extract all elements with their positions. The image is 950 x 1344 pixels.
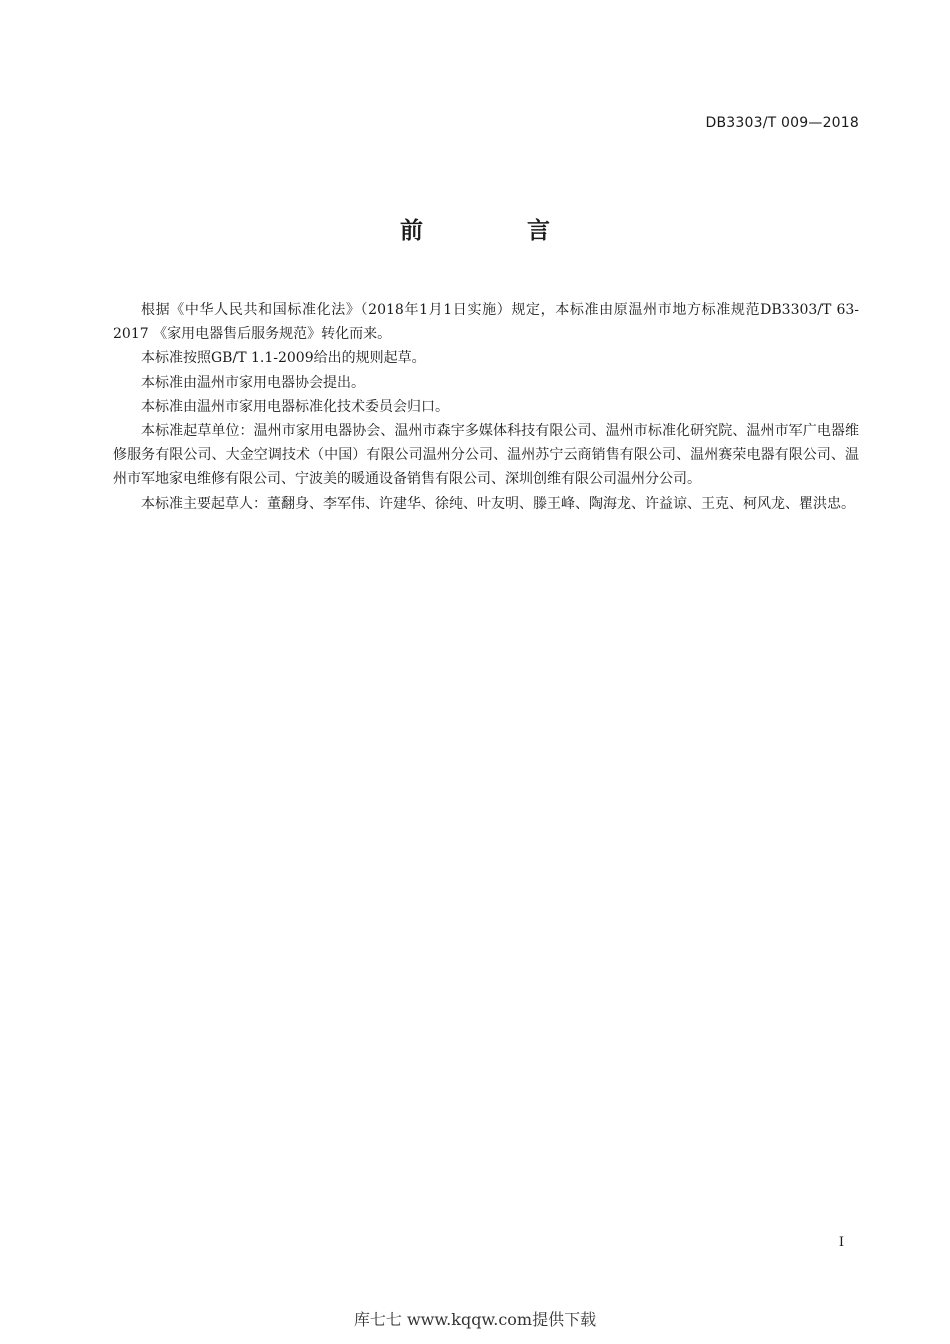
standard-code: DB3303/T 009—2018 [705, 115, 859, 131]
paragraph-basis: 根据《中华人民共和国标准化法》（2018年1月1日实施）规定，本标准由原温州市地方标准规范DB3303/T 63-2017 《家用电器售后服务规范》转化而来。 [113, 302, 859, 343]
paragraph-drafters: 本标准主要起草人：董翻身、李军伟、许建华、徐纯、叶友明、滕王峰、陶海龙、许益谅、王克、柯风龙、瞿洪忠。 [141, 495, 855, 512]
page-number: I [838, 1235, 844, 1250]
paragraph-drafting-rules: 本标准按照GB/T 1.1-2009给出的规则起草。 [141, 350, 426, 367]
page-title: 前 言 [399, 218, 598, 244]
paragraph-centralized: 本标准由温州市家用电器标准化技术委员会归口。 [141, 398, 449, 415]
download-watermark: 库七七 www.kqqw.com提供下载 [353, 1310, 597, 1329]
paragraph-proposer: 本标准由温州市家用电器协会提出。 [141, 374, 365, 391]
foreword-body [113, 298, 859, 516]
paragraph-drafting-units: 本标准起草单位：温州市家用电器协会、温州市森宇多媒体科技有限公司、温州市标准化研究院、温州市军广电器维修服务有限公司、大金空调技术（中国）有限公司温州分公司、温州苏宁云商销售有限公司、温州赛荣电器有限公司、温州市军地家电维修有限公司、宁波美的暖通设备销售有限公司、深圳创维有限公司温州分公司。 [113, 423, 859, 488]
